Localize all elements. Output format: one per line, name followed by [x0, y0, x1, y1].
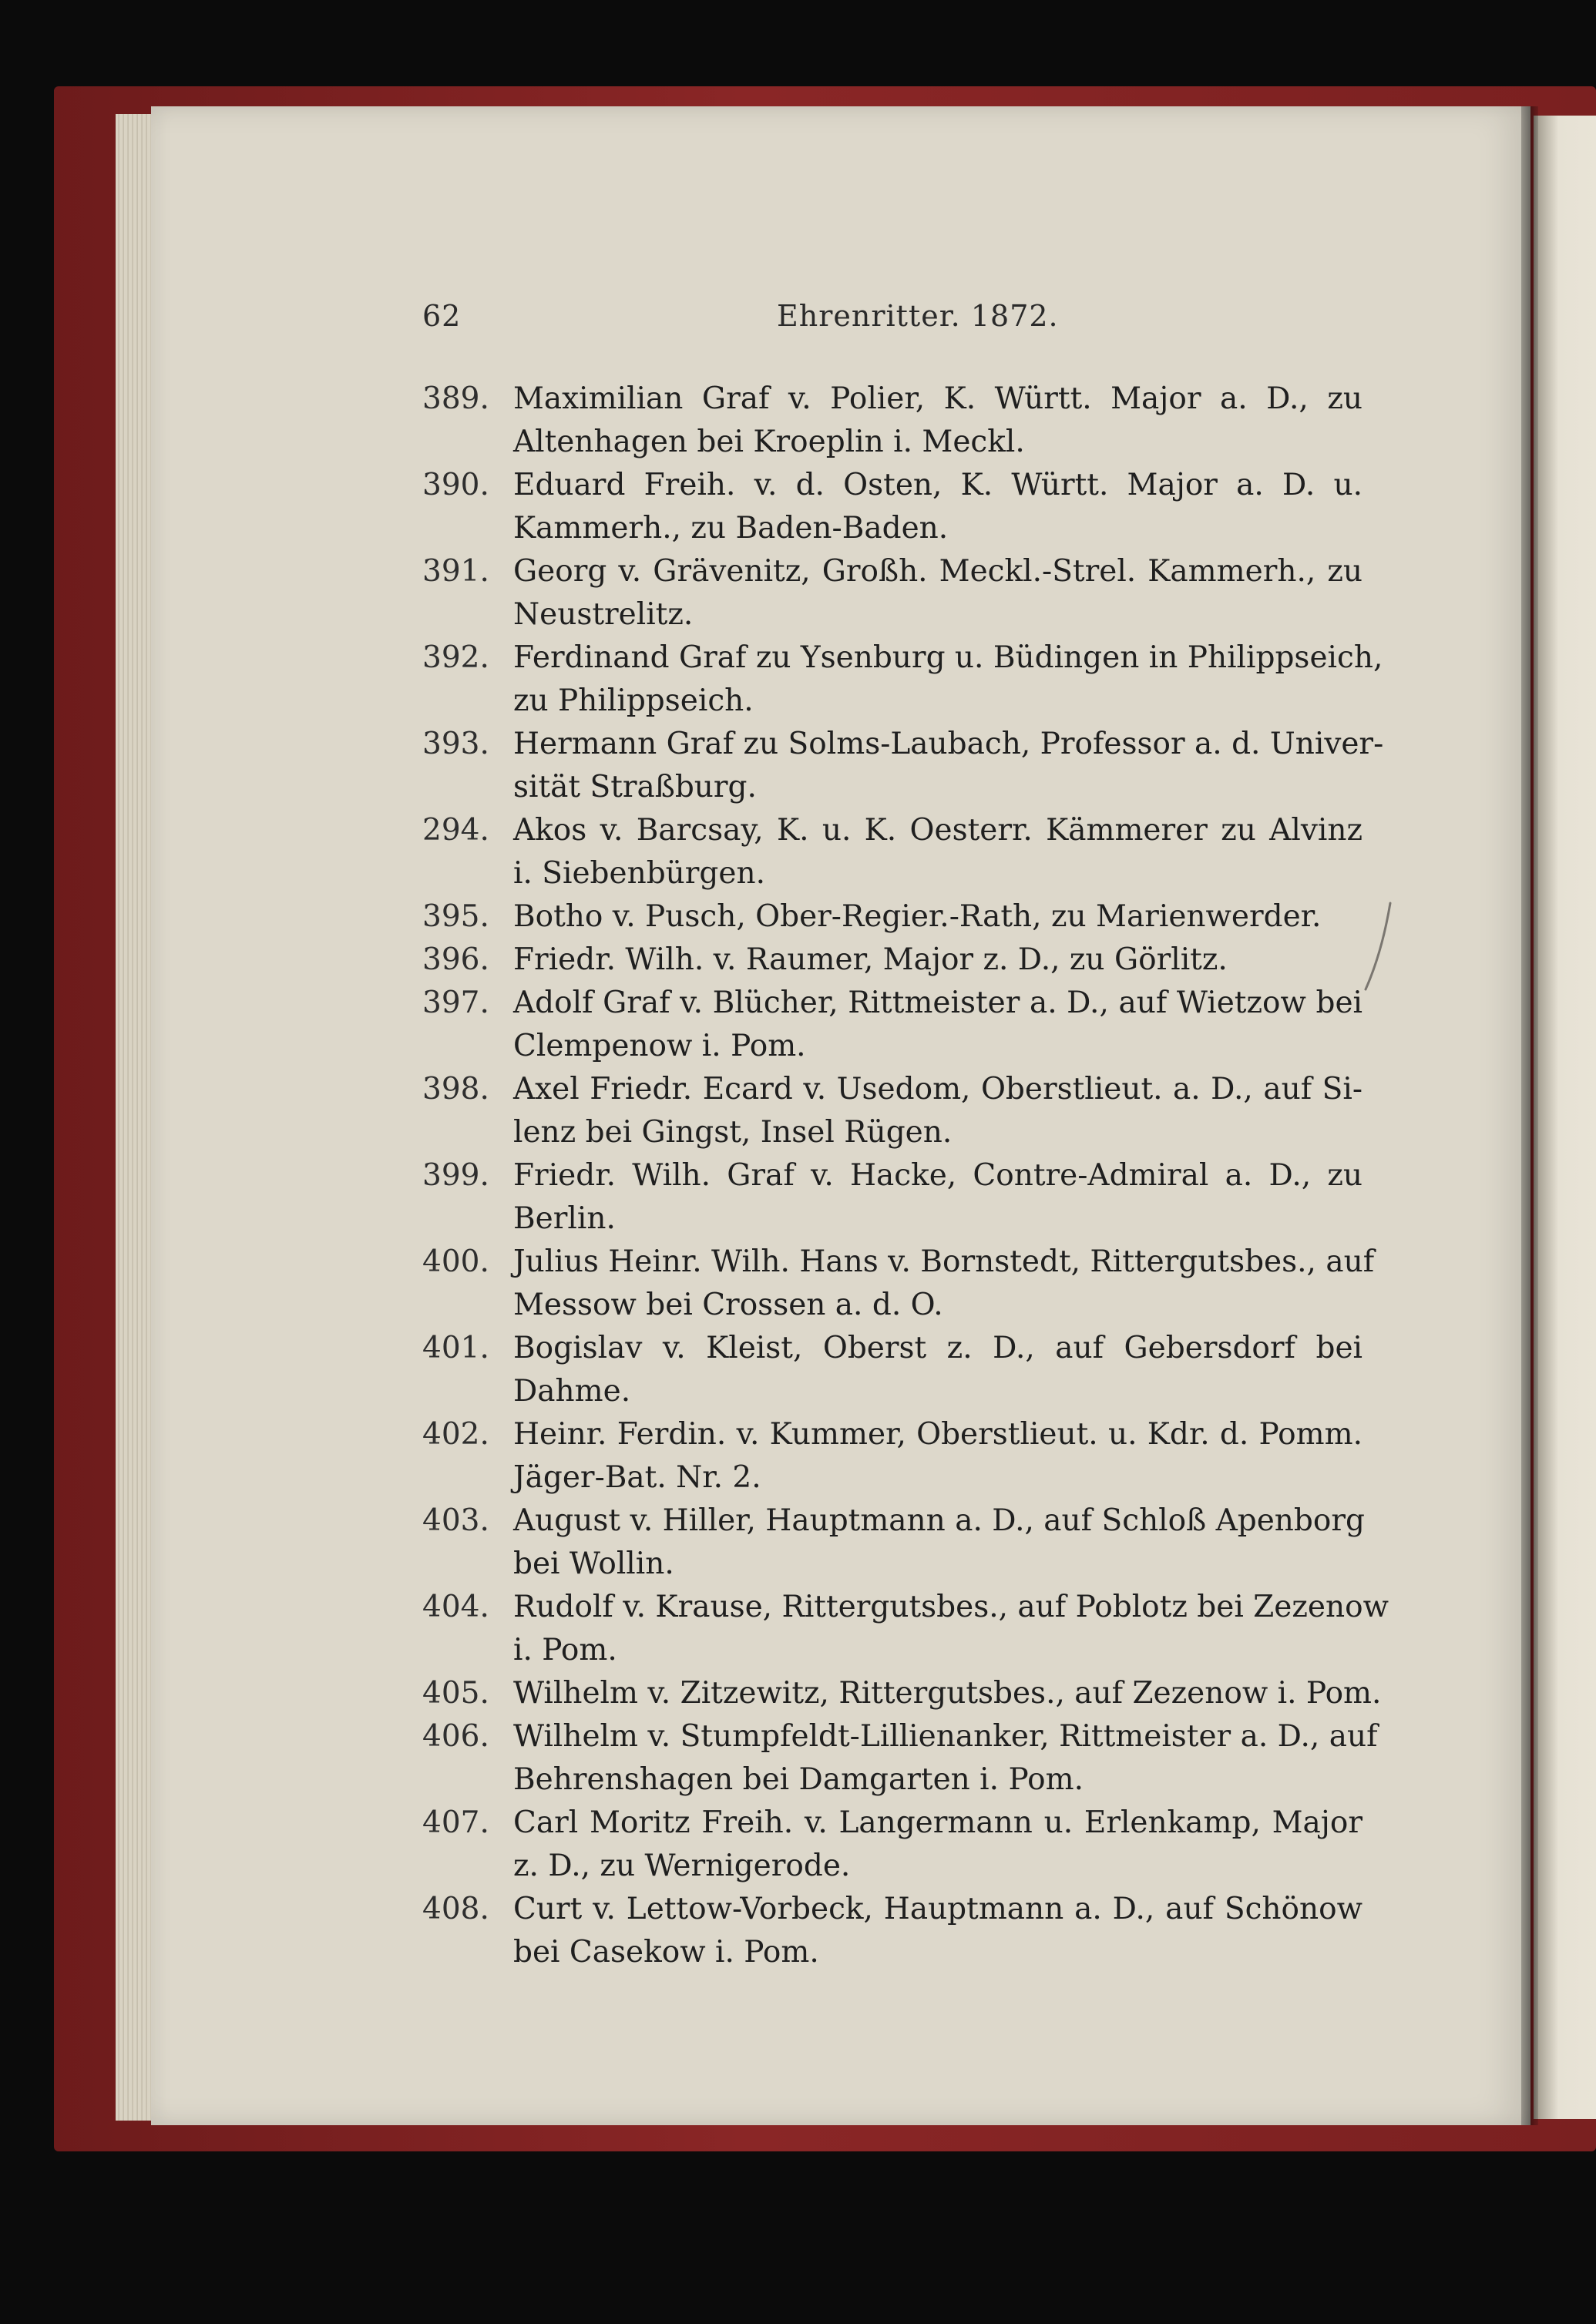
entry-text [513, 1241, 1374, 1327]
entry-number: 403. [422, 1503, 489, 1538]
entry-number: 396. [422, 942, 489, 977]
entry-line: Ferdinand Graf zu Ysenburg u. Büdingen in Philippseich, [513, 640, 1383, 675]
entry-line: Messow bei Crossen a. d. O. [513, 1288, 943, 1322]
entry-number: 389. [422, 381, 489, 416]
entry-line: Adolf Graf v. Blücher, Rittmeister a. D., auf Wietzow bei [513, 986, 1362, 1020]
entry-text [513, 550, 1362, 636]
entry-text [513, 1888, 1362, 1974]
list-item [422, 1413, 1362, 1500]
list-item [422, 982, 1362, 1068]
list-item [422, 1241, 1375, 1327]
entry-line: Behrenshagen bei Damgarten i. Pom. [513, 1762, 1084, 1797]
entry-text [513, 1500, 1365, 1586]
entry-line: Altenhagen bei Kroeplin i. Meckl. [513, 425, 1025, 459]
entry-text [513, 1586, 1389, 1672]
entry-line: Eduard Freih. v. d. Osten, K. Württ. Major a. D. u. [513, 468, 1362, 502]
entry-text [513, 378, 1362, 464]
list-item [422, 939, 1362, 982]
entry-line: Georg v. Grävenitz, Großh. Meckl.-Strel. Kammerh., zu [513, 554, 1362, 589]
entry-number: 393. [422, 727, 489, 761]
entry-text [513, 809, 1362, 895]
entry-line: August v. Hiller, Hauptmann a. D., auf Schloß Apenborg [513, 1503, 1365, 1538]
entry-text [513, 1327, 1362, 1413]
entry-number: 401. [422, 1331, 489, 1365]
entry-line: Wilhelm v. Stumpfeldt-Lillienanker, Rittmeister a. D., auf [513, 1719, 1378, 1754]
entry-line: Friedr. Wilh. Graf v. Hacke, Contre-Admiral a. D., zu [513, 1158, 1362, 1193]
list-item [422, 1327, 1362, 1413]
entry-text [513, 1802, 1362, 1888]
entry-text [513, 723, 1383, 809]
entry-line: Jäger-Bat. Nr. 2. [513, 1460, 761, 1495]
entry-number: 404. [422, 1590, 489, 1624]
entry-line: Dahme. [513, 1374, 631, 1409]
pencil-mark-icon [1362, 900, 1393, 992]
list-item [422, 636, 1383, 723]
entry-text [513, 1715, 1378, 1802]
entry-line: Julius Heinr. Wilh. Hans v. Bornstedt, Rittergutsbes., auf [513, 1244, 1375, 1279]
entry-text [513, 1154, 1362, 1241]
entry-list [422, 378, 1389, 1974]
entry-text [513, 1672, 1381, 1715]
entry-line: z. D., zu Wernigerode. [513, 1849, 851, 1883]
entry-line: i. Siebenbürgen. [513, 856, 765, 891]
entry-number: 391. [422, 554, 489, 589]
entry-line: Akos v. Barcsay, K. u. K. Oesterr. Kämmerer zu Alvinz [513, 813, 1362, 848]
page-number: 62 [422, 299, 462, 333]
list-item [422, 464, 1362, 550]
entry-number: 294. [422, 813, 489, 848]
entry-line: bei Casekow i. Pom. [513, 1935, 819, 1970]
entry-line: zu Philippseich. [513, 683, 754, 718]
entry-line: Curt v. Lettow-Vorbeck, Hauptmann a. D., auf Schönow [513, 1892, 1362, 1926]
entry-text [513, 1413, 1362, 1500]
list-item [422, 1802, 1362, 1888]
entry-line: Kammerh., zu Baden-Baden. [513, 511, 949, 546]
list-item [422, 895, 1362, 939]
facing-page-edge [1534, 116, 1596, 2119]
entry-number: 395. [422, 899, 489, 934]
entry-text [513, 982, 1362, 1068]
running-title: Ehrenritter. 1872. [777, 299, 1059, 333]
entry-line: Carl Moritz Freih. v. Langermann u. Erlenkamp, Major [513, 1805, 1362, 1840]
entry-text [513, 895, 1362, 939]
entry-number: 406. [422, 1719, 489, 1754]
entry-line: Neustrelitz. [513, 597, 694, 632]
entry-number: 402. [422, 1417, 489, 1452]
list-item [422, 1715, 1378, 1802]
entry-line: Bogislav v. Kleist, Oberst z. D., auf Gebersdorf bei [513, 1331, 1362, 1365]
entry-line: Rudolf v. Krause, Rittergutsbes., auf Poblotz bei Zezenow [513, 1590, 1389, 1624]
entry-line: Berlin. [513, 1201, 616, 1236]
entry-number: 407. [422, 1805, 489, 1840]
list-item [422, 550, 1362, 636]
entry-line: bei Wollin. [513, 1547, 674, 1581]
entry-line: Maximilian Graf v. Polier, K. Württ. Major a. D., zu [513, 381, 1362, 416]
list-item [422, 1888, 1362, 1974]
entry-number: 390. [422, 468, 489, 502]
list-item [422, 1154, 1362, 1241]
list-item [422, 1068, 1362, 1154]
entry-line: i. Pom. [513, 1633, 617, 1667]
entry-line: Wilhelm v. Zitzewitz, Rittergutsbes., auf Zezenow i. Pom. [513, 1676, 1382, 1711]
entry-line: Axel Friedr. Ecard v. Usedom, Oberstlieut. a. D., auf Si- [513, 1072, 1362, 1107]
entry-text [513, 636, 1383, 723]
book-gutter [1521, 106, 1538, 2125]
entry-number: 405. [422, 1676, 489, 1711]
entry-line: Hermann Graf zu Solms-Laubach, Professor a. d. Univer- [513, 727, 1384, 761]
list-item [422, 1672, 1382, 1715]
entry-number: 399. [422, 1158, 489, 1193]
entry-text [513, 464, 1362, 550]
entry-line: lenz bei Gingst, Insel Rügen. [513, 1115, 953, 1150]
list-item [422, 1586, 1389, 1672]
list-item [422, 809, 1362, 895]
list-item [422, 723, 1384, 809]
entry-line: Heinr. Ferdin. v. Kummer, Oberstlieut. u. Kdr. d. Pomm. [513, 1417, 1362, 1452]
entry-number: 398. [422, 1072, 489, 1107]
entry-text [513, 1068, 1362, 1154]
list-item [422, 1500, 1365, 1586]
entry-number: 392. [422, 640, 489, 675]
entry-number: 408. [422, 1892, 489, 1926]
entry-text [513, 939, 1362, 982]
list-item [422, 378, 1362, 464]
entry-line: Friedr. Wilh. v. Raumer, Major z. D., zu Görlitz. [513, 942, 1228, 977]
entry-number: 400. [422, 1244, 489, 1279]
entry-line: sität Straßburg. [513, 770, 757, 804]
entry-line: Botho v. Pusch, Ober-Regier.-Rath, zu Marienwerder. [513, 899, 1322, 934]
entry-number: 397. [422, 986, 489, 1020]
entry-line: Clempenow i. Pom. [513, 1029, 806, 1063]
